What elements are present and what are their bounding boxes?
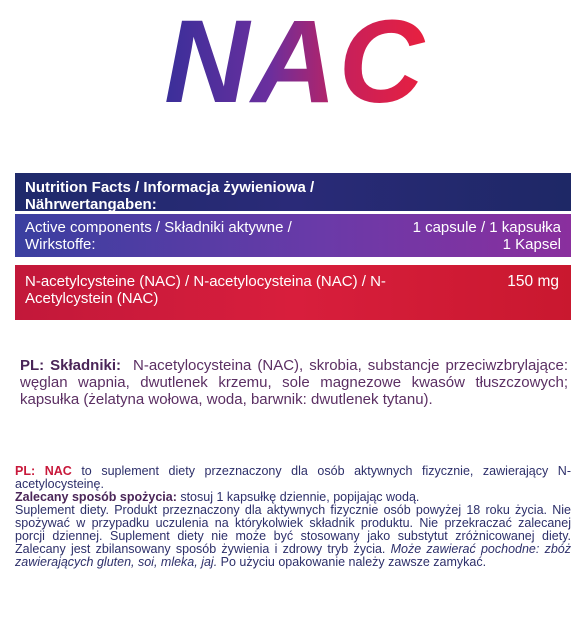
ingredients-section [20, 357, 568, 408]
dosage-label: Zalecany sposób spożycia: [15, 490, 177, 504]
description-intro: to suplement diety przeznaczony dla osób aktywnych fizycznie, zawierający N-acetylocysteinę. [15, 464, 571, 491]
ingredients-prefix: PL: Składniki: [20, 357, 122, 374]
serving-line-2: 1 Kapsel [502, 236, 561, 253]
nac-logo [0, 0, 587, 128]
active-components-value [413, 219, 561, 252]
logo-text: NAC [164, 0, 426, 128]
nac-label: N-acetylcysteine (NAC) / N-acetylocysteina (NAC) / N-Acetylcystein (NAC) [25, 273, 386, 307]
nac-row [15, 265, 571, 320]
dosage-text: stosuj 1 kapsułkę dziennie, popijając wodą. [176, 490, 420, 504]
closing-text: Po użyciu opakowanie należy zawsze zamykać. [217, 555, 487, 569]
active-components-row [15, 214, 571, 257]
ingredients-text: N-acetylocysteina (NAC), skrobia, substancje przeciwzbrylające: węglan wapnia, dwutlenek krzemu, sole magnezowe kwasów tłuszczowych; kapsułka (żelatyna wołowa, woda, barwnik: dwutlenek tytanu). [20, 357, 568, 408]
nac-value: 150 mg [507, 273, 559, 290]
active-components-label: Active components / Składniki aktywne / Wirkstoffe: [25, 219, 292, 253]
description-section [15, 465, 571, 569]
serving-line-1: 1 capsule / 1 kapsułka [412, 219, 561, 236]
description-prefix: PL: NAC [15, 464, 72, 478]
allergen-text: Może zawierać pochodne: zbóż zawierających gluten, soi, mleka, jaj. [15, 542, 571, 569]
nutrition-header-row [15, 173, 571, 214]
nutrition-table [15, 173, 571, 320]
warnings-text: Suplement diety. Produkt przeznaczony dla aktywnych fizycznie osób powyżej 18 roku życia. Nie spożywać w przypadku uczulenia na którykolwiek składnik produktu. Nie przekraczać zalecanej porcji dziennej. Suplement diety nie może być stosowany jako substytut zróżnicowanej diety. Zalecany jest zbilansowany sposób żywienia i zdrowy tryb życia. [15, 503, 571, 556]
nutrition-header: Nutrition Facts / Informacja żywieniowa / Nährwertangaben: [25, 179, 315, 213]
